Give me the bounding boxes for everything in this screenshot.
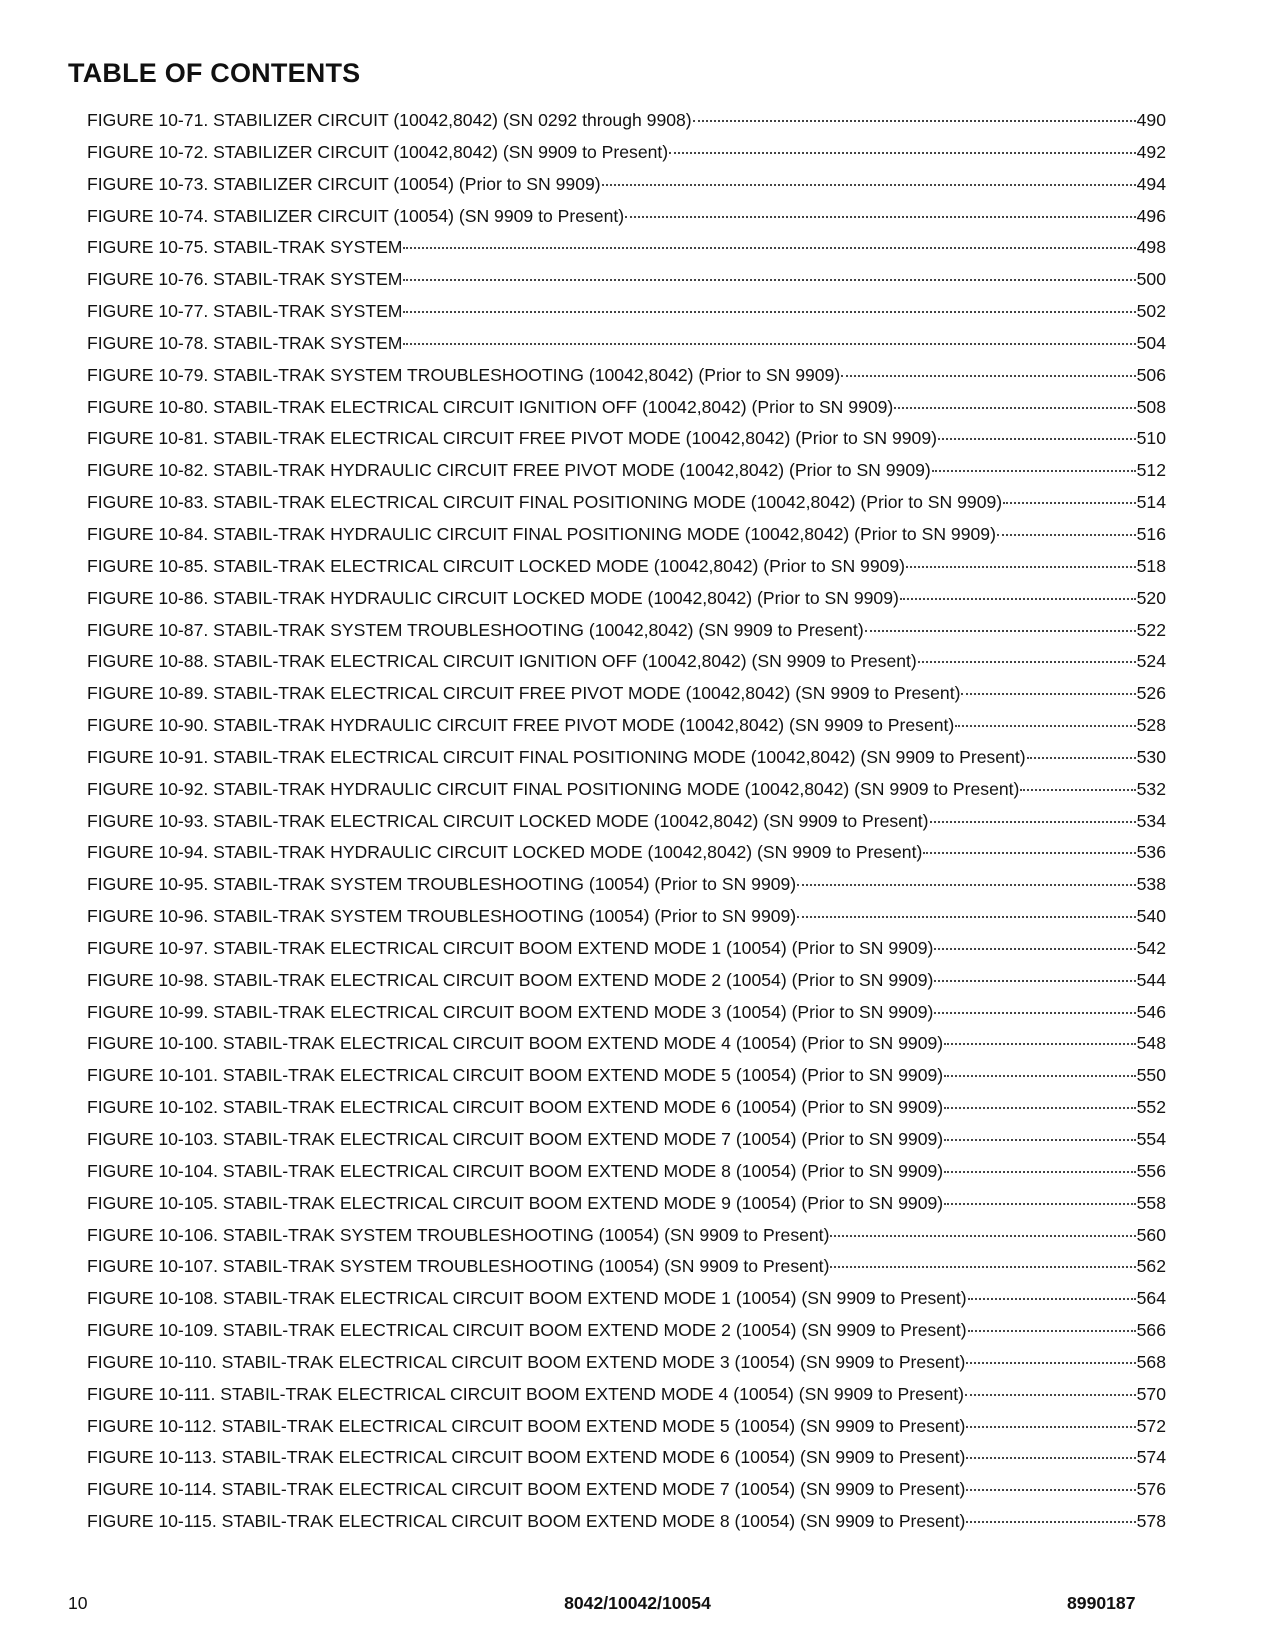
toc-entry-page: 566 [1136,1320,1166,1341]
toc-entry[interactable] [87,110,1166,142]
toc-entry[interactable] [87,269,1166,301]
toc-entry-page: 570 [1136,1383,1166,1404]
toc-entry[interactable] [87,142,1166,174]
toc-entry-page: 574 [1136,1447,1166,1468]
toc-leader-dots [944,1107,1136,1109]
toc-entry-label: FIGURE 10-111. STABIL-TRAK ELECTRICAL CIRCUIT BOOM EXTEND MODE 4 (10054) (SN 9909 to Present) [87,1383,965,1404]
toc-leader-dots [403,247,1135,249]
toc-entry-page: 504 [1136,332,1166,353]
toc-entry-label: FIGURE 10-86. STABIL-TRAK HYDRAULIC CIRCUIT LOCKED MODE (10042,8042) (Prior to SN 9909) [87,587,899,608]
toc-entry-label: FIGURE 10-76. STABIL-TRAK SYSTEM [87,269,403,290]
toc-entry[interactable] [87,556,1166,588]
toc-entry-label: FIGURE 10-113. STABIL-TRAK ELECTRICAL CIRCUIT BOOM EXTEND MODE 6 (10054) (SN 9909 to Present) [87,1447,966,1468]
toc-entry[interactable] [87,1097,1166,1129]
toc-entry-label: FIGURE 10-80. STABIL-TRAK ELECTRICAL CIRCUIT IGNITION OFF (10042,8042) (Prior to SN 9909) [87,396,894,417]
toc-entry-page: 562 [1136,1256,1166,1277]
toc-entry-label: FIGURE 10-78. STABIL-TRAK SYSTEM [87,332,403,353]
toc-leader-dots [944,1203,1136,1205]
toc-leader-dots [918,661,1136,663]
toc-leader-dots [934,980,1135,982]
toc-entry-page: 576 [1136,1479,1166,1500]
page-title: TABLE OF CONTENTS [68,58,361,88]
toc-entry-page: 518 [1136,555,1166,576]
toc-entry-page: 536 [1136,842,1166,863]
toc-entry[interactable] [87,1161,1166,1193]
toc-leader-dots [906,566,1136,568]
toc-entry[interactable] [87,1511,1166,1543]
toc-entry-label: FIGURE 10-94. STABIL-TRAK HYDRAULIC CIRCUIT LOCKED MODE (10042,8042) (SN 9909 to Present) [87,842,923,863]
toc-entry-page: 558 [1136,1192,1166,1213]
toc-leader-dots [865,630,1136,632]
toc-entry[interactable] [87,174,1166,206]
table-of-contents [87,110,1166,1543]
toc-leader-dots [966,1489,1135,1491]
toc-entry-label: FIGURE 10-106. STABIL-TRAK SYSTEM TROUBLESHOOTING (10054) (SN 9909 to Present) [87,1224,830,1245]
toc-entry[interactable] [87,1447,1166,1479]
toc-leader-dots [797,884,1135,886]
toc-entry[interactable] [87,460,1166,492]
toc-entry-label: FIGURE 10-115. STABIL-TRAK ELECTRICAL CIRCUIT BOOM EXTEND MODE 8 (10054) (SN 9909 to Present) [87,1511,966,1532]
toc-leader-dots [965,1394,1136,1396]
toc-entry-page: 556 [1136,1160,1166,1181]
toc-entry-page: 500 [1136,269,1166,290]
toc-entry-label: FIGURE 10-109. STABIL-TRAK ELECTRICAL CIRCUIT BOOM EXTEND MODE 2 (10054) (SN 9909 to Present) [87,1320,967,1341]
toc-entry-page: 534 [1136,810,1166,831]
toc-entry-page: 546 [1136,1001,1166,1022]
toc-entry-label: FIGURE 10-81. STABIL-TRAK ELECTRICAL CIRCUIT FREE PIVOT MODE (10042,8042) (Prior to SN 9909) [87,428,937,449]
toc-leader-dots [930,821,1136,823]
toc-leader-dots [944,1171,1136,1173]
toc-entry[interactable] [87,1320,1166,1352]
toc-leader-dots [966,1521,1135,1523]
toc-entry[interactable] [87,811,1166,843]
toc-entry-label: FIGURE 10-90. STABIL-TRAK HYDRAULIC CIRCUIT FREE PIVOT MODE (10042,8042) (SN 9909 to Present) [87,715,955,736]
toc-leader-dots [625,216,1136,218]
toc-entry-label: FIGURE 10-103. STABIL-TRAK ELECTRICAL CIRCUIT BOOM EXTEND MODE 7 (10054) (Prior to SN 9909) [87,1129,944,1149]
toc-entry[interactable] [87,1225,1166,1257]
toc-entry-label: FIGURE 10-108. STABIL-TRAK ELECTRICAL CIRCUIT BOOM EXTEND MODE 1 (10054) (SN 9909 to Present) [87,1288,967,1309]
toc-entry-page: 552 [1136,1097,1166,1118]
toc-leader-dots [961,693,1135,695]
toc-leader-dots [1020,789,1135,791]
toc-leader-dots [934,948,1135,950]
toc-entry[interactable] [87,1129,1166,1161]
toc-entry[interactable] [87,842,1166,874]
toc-entry-page: 560 [1136,1224,1166,1245]
toc-entry[interactable] [87,683,1166,715]
toc-entry-page: 554 [1136,1129,1166,1149]
toc-entry[interactable] [87,1002,1166,1034]
toc-entry[interactable] [87,906,1166,938]
toc-entry[interactable] [87,1479,1166,1511]
toc-entry-label: FIGURE 10-75. STABIL-TRAK SYSTEM [87,237,403,258]
toc-leader-dots [997,534,1136,536]
toc-entry[interactable] [87,1065,1166,1097]
toc-leader-dots [966,1426,1135,1428]
toc-entry-label: FIGURE 10-100. STABIL-TRAK ELECTRICAL CIRCUIT BOOM EXTEND MODE 4 (10054) (Prior to SN 9909) [87,1033,944,1054]
toc-entry[interactable] [87,1384,1166,1416]
toc-entry-page: 572 [1136,1415,1166,1436]
toc-entry-page: 492 [1136,141,1166,162]
toc-entry[interactable] [87,1416,1166,1448]
toc-entry-label: FIGURE 10-72. STABILIZER CIRCUIT (10042,8042) (SN 9909 to Present) [87,141,669,162]
toc-entry[interactable] [87,1352,1166,1384]
toc-entry-label: FIGURE 10-97. STABIL-TRAK ELECTRICAL CIRCUIT BOOM EXTEND MODE 1 (10054) (Prior to SN 9909) [87,937,934,958]
toc-entry-page: 514 [1136,492,1166,513]
toc-leader-dots [932,470,1136,472]
toc-entry-label: FIGURE 10-91. STABIL-TRAK ELECTRICAL CIRCUIT FINAL POSITIONING MODE (10042,8042) (SN 9909 to Present) [87,746,1026,767]
toc-entry-label: FIGURE 10-102. STABIL-TRAK ELECTRICAL CIRCUIT BOOM EXTEND MODE 6 (10054) (Prior to SN 9909) [87,1097,944,1118]
toc-leader-dots [693,120,1136,122]
toc-entry[interactable] [87,397,1166,429]
toc-entry-page: 538 [1136,874,1166,895]
toc-entry-page: 564 [1136,1288,1166,1309]
toc-entry-page: 526 [1136,683,1166,704]
toc-entry-label: FIGURE 10-99. STABIL-TRAK ELECTRICAL CIRCUIT BOOM EXTEND MODE 3 (10054) (Prior to SN 9909) [87,1001,934,1022]
toc-leader-dots [968,1330,1136,1332]
toc-entry-page: 520 [1136,587,1166,608]
toc-leader-dots [934,1012,1135,1014]
toc-entry-page: 498 [1136,237,1166,258]
toc-entry[interactable] [87,428,1166,460]
toc-entry-page: 508 [1136,396,1166,417]
toc-leader-dots [923,852,1135,854]
toc-entry[interactable] [87,206,1166,238]
toc-entry-page: 532 [1136,778,1166,799]
toc-entry-label: FIGURE 10-83. STABIL-TRAK ELECTRICAL CIRCUIT FINAL POSITIONING MODE (10042,8042) (Prior to SN 9909) [87,492,1003,513]
toc-entry[interactable] [87,715,1166,747]
toc-leader-dots [403,343,1135,345]
toc-entry-label: FIGURE 10-110. STABIL-TRAK ELECTRICAL CIRCUIT BOOM EXTEND MODE 3 (10054) (SN 9909 to Present) [87,1351,966,1372]
toc-leader-dots [1003,502,1136,504]
toc-entry-page: 578 [1136,1511,1166,1532]
toc-leader-dots [830,1266,1135,1268]
toc-entry-label: FIGURE 10-89. STABIL-TRAK ELECTRICAL CIRCUIT FREE PIVOT MODE (10042,8042) (SN 9909 to Present) [87,683,961,704]
toc-entry-label: FIGURE 10-93. STABIL-TRAK ELECTRICAL CIRCUIT LOCKED MODE (10042,8042) (SN 9909 to Present) [87,810,929,831]
toc-entry-label: FIGURE 10-77. STABIL-TRAK SYSTEM [87,301,403,322]
toc-entry-page: 522 [1136,619,1166,640]
toc-leader-dots [1027,757,1136,759]
toc-entry-page: 502 [1136,301,1166,322]
toc-entry-label: FIGURE 10-85. STABIL-TRAK ELECTRICAL CIRCUIT LOCKED MODE (10042,8042) (Prior to SN 9909) [87,555,906,576]
toc-leader-dots [955,725,1135,727]
toc-leader-dots [944,1043,1136,1045]
toc-entry[interactable] [87,620,1166,652]
toc-entry-label: FIGURE 10-95. STABIL-TRAK SYSTEM TROUBLESHOOTING (10054) (Prior to SN 9909) [87,874,797,895]
toc-entry-page: 496 [1136,205,1166,226]
footer-page-number: 10 [68,1593,88,1613]
toc-leader-dots [669,152,1135,154]
toc-leader-dots [938,438,1136,440]
toc-entry-label: FIGURE 10-96. STABIL-TRAK SYSTEM TROUBLESHOOTING (10054) (Prior to SN 9909) [87,906,797,927]
toc-entry-label: FIGURE 10-87. STABIL-TRAK SYSTEM TROUBLESHOOTING (10042,8042) (SN 9909 to Present) [87,619,864,640]
toc-entry-label: FIGURE 10-79. STABIL-TRAK SYSTEM TROUBLESHOOTING (10042,8042) (Prior to SN 9909) [87,364,841,385]
toc-leader-dots [403,279,1135,281]
toc-entry-page: 516 [1136,523,1166,544]
toc-entry-page: 568 [1136,1351,1166,1372]
toc-entry-page: 548 [1136,1033,1166,1054]
toc-entry-page: 510 [1136,428,1166,449]
toc-entry-page: 524 [1136,651,1166,672]
toc-entry-label: FIGURE 10-73. STABILIZER CIRCUIT (10054) (Prior to SN 9909) [87,173,601,194]
toc-entry[interactable] [87,524,1166,556]
toc-entry-label: FIGURE 10-74. STABILIZER CIRCUIT (10054) (SN 9909 to Present) [87,205,625,226]
toc-entry[interactable] [87,1033,1166,1065]
toc-entry-page: 550 [1136,1065,1166,1086]
toc-entry[interactable] [87,301,1166,333]
toc-entry[interactable] [87,365,1166,397]
toc-leader-dots [894,407,1135,409]
toc-leader-dots [966,1362,1135,1364]
toc-entry-page: 540 [1136,906,1166,927]
toc-leader-dots [944,1075,1136,1077]
footer-models: 8042/10042/10054 [564,1593,711,1613]
toc-entry[interactable] [87,779,1166,811]
toc-entry-label: FIGURE 10-82. STABIL-TRAK HYDRAULIC CIRCUIT FREE PIVOT MODE (10042,8042) (Prior to SN 9909) [87,460,931,481]
toc-leader-dots [968,1298,1136,1300]
toc-entry-page: 544 [1136,969,1166,990]
toc-leader-dots [403,311,1135,313]
toc-entry-label: FIGURE 10-84. STABIL-TRAK HYDRAULIC CIRCUIT FINAL POSITIONING MODE (10042,8042) (Prior to SN 9909) [87,523,996,544]
toc-entry-label: FIGURE 10-98. STABIL-TRAK ELECTRICAL CIRCUIT BOOM EXTEND MODE 2 (10054) (Prior to SN 9909) [87,969,934,990]
footer-doc-number: 8990187 [1067,1593,1136,1613]
toc-entry-label: FIGURE 10-104. STABIL-TRAK ELECTRICAL CIRCUIT BOOM EXTEND MODE 8 (10054) (Prior to SN 9909) [87,1160,944,1181]
toc-leader-dots [966,1457,1135,1459]
toc-entry-page: 512 [1136,460,1166,481]
toc-entry[interactable] [87,970,1166,1002]
toc-entry[interactable] [87,333,1166,365]
toc-leader-dots [841,375,1135,377]
toc-entry-label: FIGURE 10-105. STABIL-TRAK ELECTRICAL CIRCUIT BOOM EXTEND MODE 9 (10054) (Prior to SN 9909) [87,1192,944,1213]
toc-entry-label: FIGURE 10-107. STABIL-TRAK SYSTEM TROUBLESHOOTING (10054) (SN 9909 to Present) [87,1256,830,1277]
toc-leader-dots [900,598,1136,600]
toc-entry-page: 530 [1136,746,1166,767]
toc-leader-dots [830,1235,1135,1237]
toc-entry-page: 490 [1136,110,1166,130]
toc-entry-page: 528 [1136,715,1166,736]
toc-entry[interactable] [87,747,1166,779]
toc-entry-page: 506 [1136,364,1166,385]
toc-leader-dots [944,1139,1136,1141]
toc-entry[interactable] [87,1193,1166,1225]
toc-entry[interactable] [87,588,1166,620]
toc-entry[interactable] [87,237,1166,269]
toc-entry-label: FIGURE 10-71. STABILIZER CIRCUIT (10042,8042) (SN 0292 through 9908) [87,110,692,130]
toc-entry-page: 494 [1136,173,1166,194]
toc-entry[interactable] [87,492,1166,524]
toc-entry[interactable] [87,651,1166,683]
toc-entry-label: FIGURE 10-101. STABIL-TRAK ELECTRICAL CIRCUIT BOOM EXTEND MODE 5 (10054) (Prior to SN 9909) [87,1065,944,1086]
toc-entry[interactable] [87,938,1166,970]
toc-entry-label: FIGURE 10-88. STABIL-TRAK ELECTRICAL CIRCUIT IGNITION OFF (10042,8042) (SN 9909 to Present) [87,651,917,672]
toc-entry[interactable] [87,1256,1166,1288]
toc-entry[interactable] [87,874,1166,906]
toc-leader-dots [797,916,1135,918]
toc-leader-dots [602,184,1136,186]
toc-entry-label: FIGURE 10-112. STABIL-TRAK ELECTRICAL CIRCUIT BOOM EXTEND MODE 5 (10054) (SN 9909 to Present) [87,1415,966,1436]
toc-entry-label: FIGURE 10-92. STABIL-TRAK HYDRAULIC CIRCUIT FINAL POSITIONING MODE (10042,8042) (SN 9909 to Present) [87,778,1020,799]
toc-entry-label: FIGURE 10-114. STABIL-TRAK ELECTRICAL CIRCUIT BOOM EXTEND MODE 7 (10054) (SN 9909 to Present) [87,1479,966,1500]
toc-entry[interactable] [87,1288,1166,1320]
toc-entry-page: 542 [1136,937,1166,958]
